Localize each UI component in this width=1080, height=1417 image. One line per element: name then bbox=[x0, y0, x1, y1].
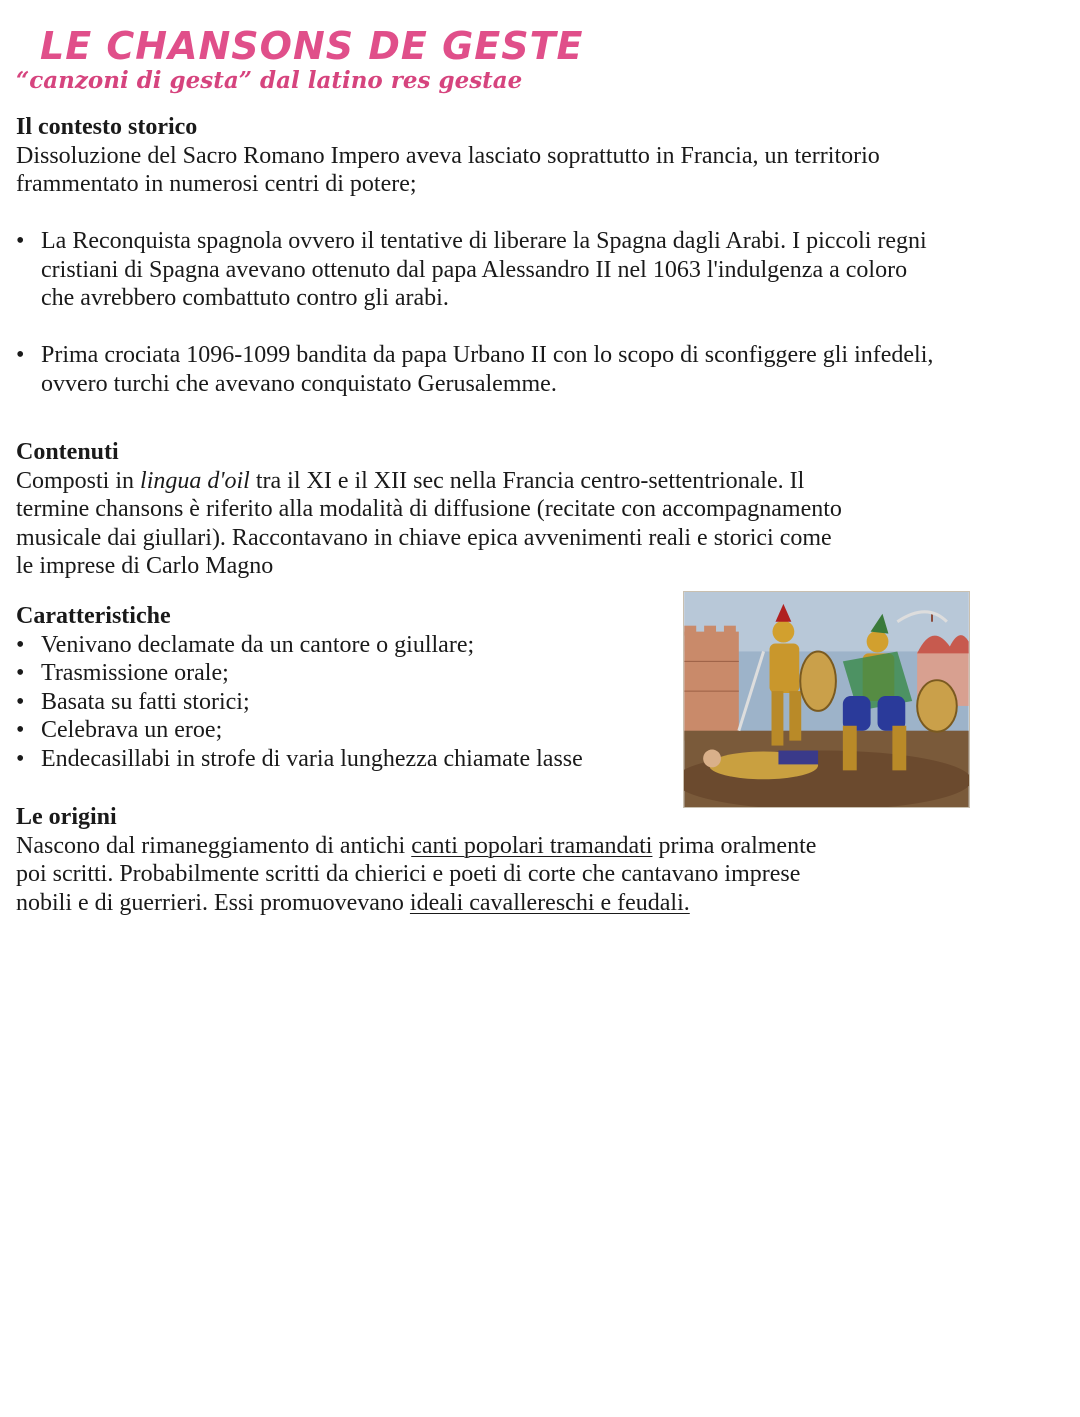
list-item: • Trasmissione orale; bbox=[16, 659, 656, 688]
warriors-battle-image bbox=[684, 592, 969, 807]
italic-term: lingua d'oil bbox=[140, 467, 250, 494]
section-contenuti bbox=[16, 438, 846, 581]
section-contesto bbox=[16, 113, 936, 427]
section-heading-origini: Le origini bbox=[16, 804, 117, 830]
section-heading-contenuti: Contenuti bbox=[16, 439, 119, 465]
list-item: • La Reconquista spagnola ovvero il tentative di liberare la Spagna dagli Arabi. I piccoli regni cristiani di Spagna avevano ottenuto dal papa Alessandro II nel 1063 l'indulgenza a coloro che avrebbero combattuto contro gli arabi. bbox=[16, 227, 936, 313]
section-heading-contesto: Il contesto storico bbox=[16, 114, 198, 140]
list-item: • Celebrava un eroe; bbox=[16, 716, 656, 745]
battle-illustration bbox=[683, 591, 970, 808]
underlined-phrase: ideali cavallereschi e feudali. bbox=[409, 889, 690, 916]
page-title: LE CHANSONS DE GESTE bbox=[40, 24, 584, 68]
page-subtitle: “canzoni di gesta” dal latino res gestae bbox=[16, 67, 523, 94]
contesto-list bbox=[16, 227, 936, 398]
section-origini bbox=[16, 803, 836, 917]
list-item: • Prima crociata 1096-1099 bandita da papa Urbano II con lo scopo di sconfiggere gli infedeli, ovvero turchi che avevano conquistato Gerusalemme. bbox=[16, 341, 936, 398]
caratteristiche-list bbox=[16, 631, 656, 774]
list-item: • Basata su fatti storici; bbox=[16, 688, 656, 717]
section-caratteristiche bbox=[16, 602, 656, 773]
section-heading-caratteristiche: Caratteristiche bbox=[16, 603, 171, 629]
contesto-intro: Dissoluzione del Sacro Romano Impero aveva lasciato soprattutto in Francia, un territorio frammentato in numerosi centri di potere; bbox=[16, 142, 880, 197]
origini-text: Nascono dal rimaneggiamento di antichi canti popolari tramandati prima oralmente poi scritti. Probabilmente scritti da chierici e poeti di corte che cantavano imprese nobili e di guerrieri. Essi promuovevano ideali cavallereschi e feudali. bbox=[16, 832, 817, 916]
underlined-phrase: canti popolari tramandati bbox=[411, 832, 653, 859]
contenuti-text: Composti in lingua d'oil tra il XI e il XII sec nella Francia centro-settentrionale. Il termine chansons è riferito alla modalità di diffusione (recitate con accompagnamento musicale dai giullari). Raccontavano in chiave epica avvenimenti reali e storici come le imprese di Carlo Magno bbox=[16, 467, 842, 579]
list-item: • Venivano declamate da un cantore o giullare; bbox=[16, 631, 656, 660]
list-item: • Endecasillabi in strofe di varia lunghezza chiamate lasse bbox=[16, 745, 656, 774]
